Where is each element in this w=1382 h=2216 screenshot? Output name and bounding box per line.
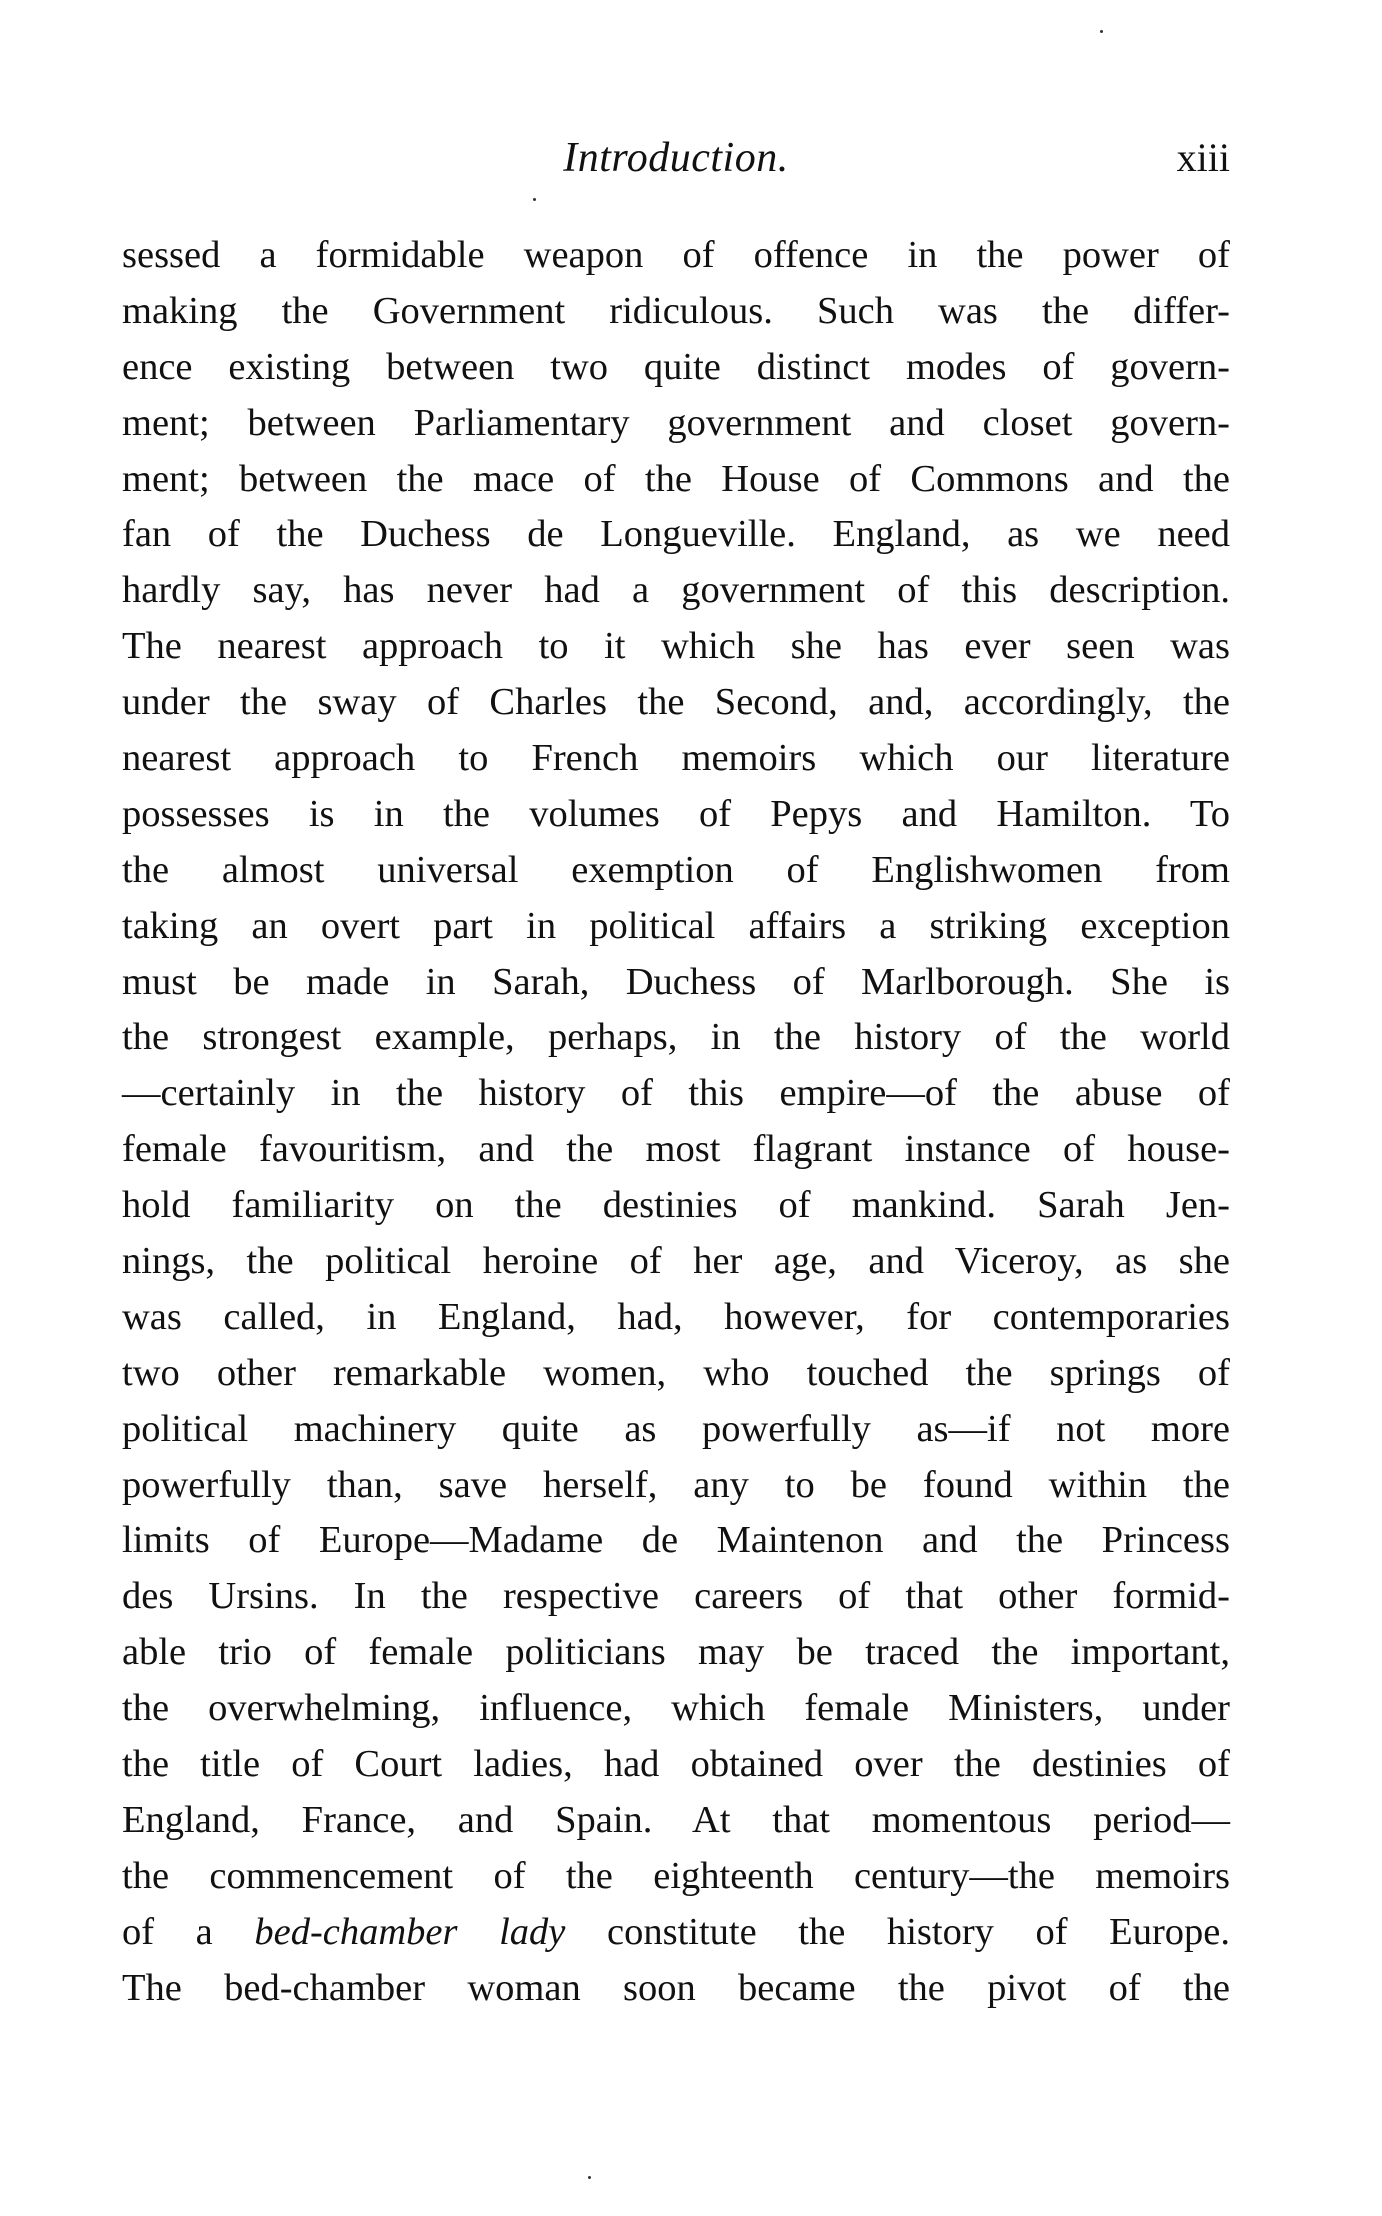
text-line: under the sway of Charles the Second, and, accordingly, the xyxy=(122,681,1230,724)
text-line: must be made in Sarah, Duchess of Marlborough. She is xyxy=(122,960,1230,1003)
text-line: nearest approach to French memoirs which our literature xyxy=(122,737,1230,780)
text-line: hardly say, has never had a government of this description. xyxy=(122,569,1230,612)
text-run: constitute the history of Europe. xyxy=(565,1910,1230,1953)
text-line: England, France, and Spain. At that momentous period— xyxy=(122,1798,1230,1841)
text-line: hold familiarity on the destinies of mankind. Sarah Jen- xyxy=(122,1184,1230,1227)
text-line: limits of Europe—Madame de Maintenon and the Princess xyxy=(122,1519,1230,1562)
scan-speck xyxy=(588,2176,591,2179)
text-line: ence existing between two quite distinct modes of govern- xyxy=(122,345,1230,388)
text-line: taking an overt part in political affairs a striking exception xyxy=(122,904,1230,947)
text-line: —certainly in the history of this empire—of the abuse of xyxy=(122,1072,1230,1115)
text-line: female favouritism, and the most flagrant instance of house- xyxy=(122,1128,1230,1171)
text-run: of a xyxy=(122,1910,255,1953)
text-line: powerfully than, save herself, any to be found within the xyxy=(122,1463,1230,1506)
page-number: xiii xyxy=(1176,135,1230,180)
paragraph xyxy=(122,228,1230,1905)
text-line: fan of the Duchess de Longueville. England, as we need xyxy=(122,513,1230,556)
text-line: ment; between the mace of the House of Commons and the xyxy=(122,457,1230,500)
text-line: the strongest example, perhaps, in the history of the world xyxy=(122,1016,1230,1059)
text-line: The nearest approach to it which she has ever seen was xyxy=(122,625,1230,668)
text-line: making the Government ridiculous. Such was the differ- xyxy=(122,289,1230,332)
scan-speck xyxy=(1100,30,1103,33)
text-line: the commencement of the eighteenth century—the memoirs xyxy=(122,1854,1230,1897)
text-line: des Ursins. In the respective careers of that other formid- xyxy=(122,1575,1230,1618)
text-line: political machinery quite as powerfully as—if not more xyxy=(122,1407,1230,1450)
italic-phrase: bed-chamber lady xyxy=(254,1910,566,1953)
scan-speck xyxy=(533,198,536,201)
running-title: Introduction. xyxy=(563,135,789,181)
text-line: able trio of female politicians may be traced the important, xyxy=(122,1631,1230,1674)
text-line: sessed a formidable weapon of offence in the power of xyxy=(122,234,1230,276)
body-text xyxy=(122,228,1230,2017)
text-line: two other remarkable women, who touched the springs of xyxy=(122,1351,1230,1394)
text-line: possesses is in the volumes of Pepys and Hamilton. To xyxy=(122,792,1230,835)
page-header xyxy=(122,130,1230,186)
text-line: the title of Court ladies, had obtained over the destinies of xyxy=(122,1743,1230,1786)
text-line: ment; between Parliamentary government and closet govern- xyxy=(122,401,1230,444)
text-line: The bed-chamber woman soon became the pivot of the xyxy=(122,1966,1230,2009)
text-line: the almost universal exemption of Englishwomen from xyxy=(122,848,1230,891)
text-line: the overwhelming, influence, which female Ministers, under xyxy=(122,1687,1230,1730)
text-line: was called, in England, had, however, for contemporaries xyxy=(122,1295,1230,1338)
text-line: nings, the political heroine of her age, and Viceroy, as she xyxy=(122,1240,1230,1283)
text-line xyxy=(122,1905,1230,1961)
